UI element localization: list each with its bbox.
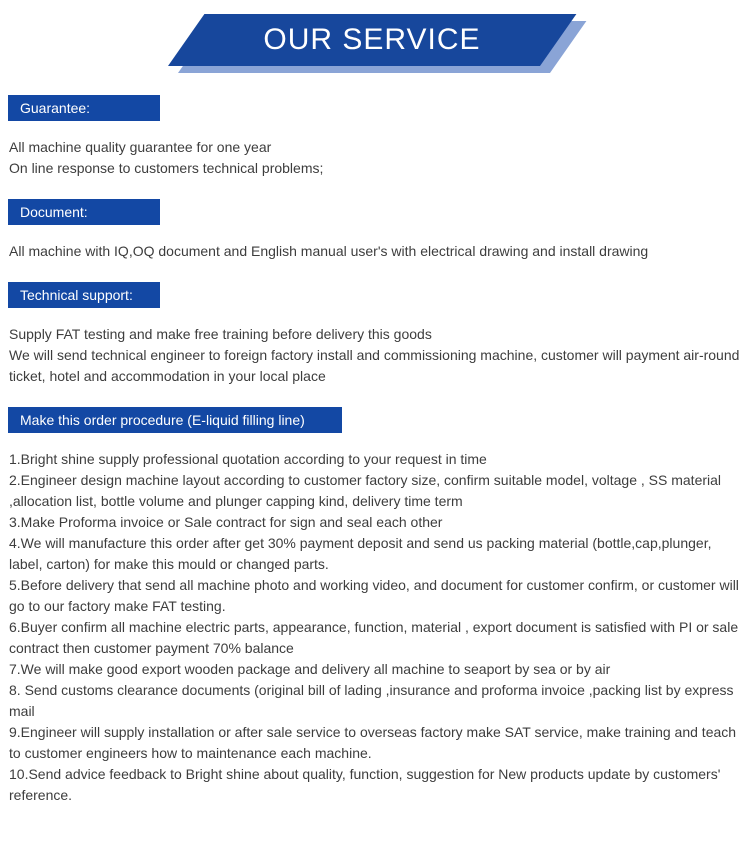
list-item: 8. Send customs clearance documents (original bill of lading ,insurance and proforma invoice ,packing list by express mail [9,682,734,719]
list-item: 7.We will make good export wooden package and delivery all machine to seaport by sea or by air [9,661,611,677]
paragraph: On line response to customers technical problems; [9,160,324,176]
banner [0,0,750,95]
order-procedure-list [9,449,744,806]
section-header-technical-support: Technical support: [8,282,160,308]
paragraph: We will send technical engineer to foreign factory install and commissioning machine, customer will payment air-round ticket, hotel and accommodation in your local place [9,347,740,384]
paragraph: All machine with IQ,OQ document and English manual user's with electrical drawing and install drawing [9,243,649,259]
guarantee-text [9,137,744,179]
technical-support-text [9,324,744,387]
section-guarantee [0,95,750,179]
section-header-guarantee: Guarantee: [8,95,160,121]
list-item: 2.Engineer design machine layout according to customer factory size, confirm suitable model, voltage , SS material ,allocation list, bottle volume and plunger capping kind, delivery time term [9,472,722,509]
paragraph: Supply FAT testing and make free training before delivery this goods [9,326,432,342]
section-technical-support [0,282,750,387]
list-item: 3.Make Proforma invoice or Sale contract for sign and seal each other [9,514,443,530]
paragraph: All machine quality guarantee for one year [9,139,272,155]
section-header-order-procedure: Make this order procedure (E-liquid filling line) [8,407,342,433]
list-item: 6.Buyer confirm all machine electric parts, appearance, function, material , export document is satisfied with PI or sale contract then customer payment 70% balance [9,619,739,656]
section-header-document: Document: [8,199,160,225]
section-order-procedure [0,407,750,806]
document-text [9,241,744,262]
list-item: 9.Engineer will supply installation or after sale service to overseas factory make SAT service, make training and teach to customer engineers how to maintenance each machine. [9,724,737,761]
section-document [0,199,750,262]
list-item: 4.We will manufacture this order after get 30% payment deposit and send us packing material (bottle,cap,plunger, label, carton) for make this mould or changed parts. [9,535,712,572]
list-item: 10.Send advice feedback to Bright shine about quality, function, suggestion for New products update by customers' reference. [9,766,721,803]
list-item: 1.Bright shine supply professional quotation according to your request in time [9,451,487,467]
page-title: OUR SERVICE [263,23,481,56]
list-item: 5.Before delivery that send all machine photo and working video, and document for customer confirm, or customer will go to our factory make FAT testing. [9,577,739,614]
